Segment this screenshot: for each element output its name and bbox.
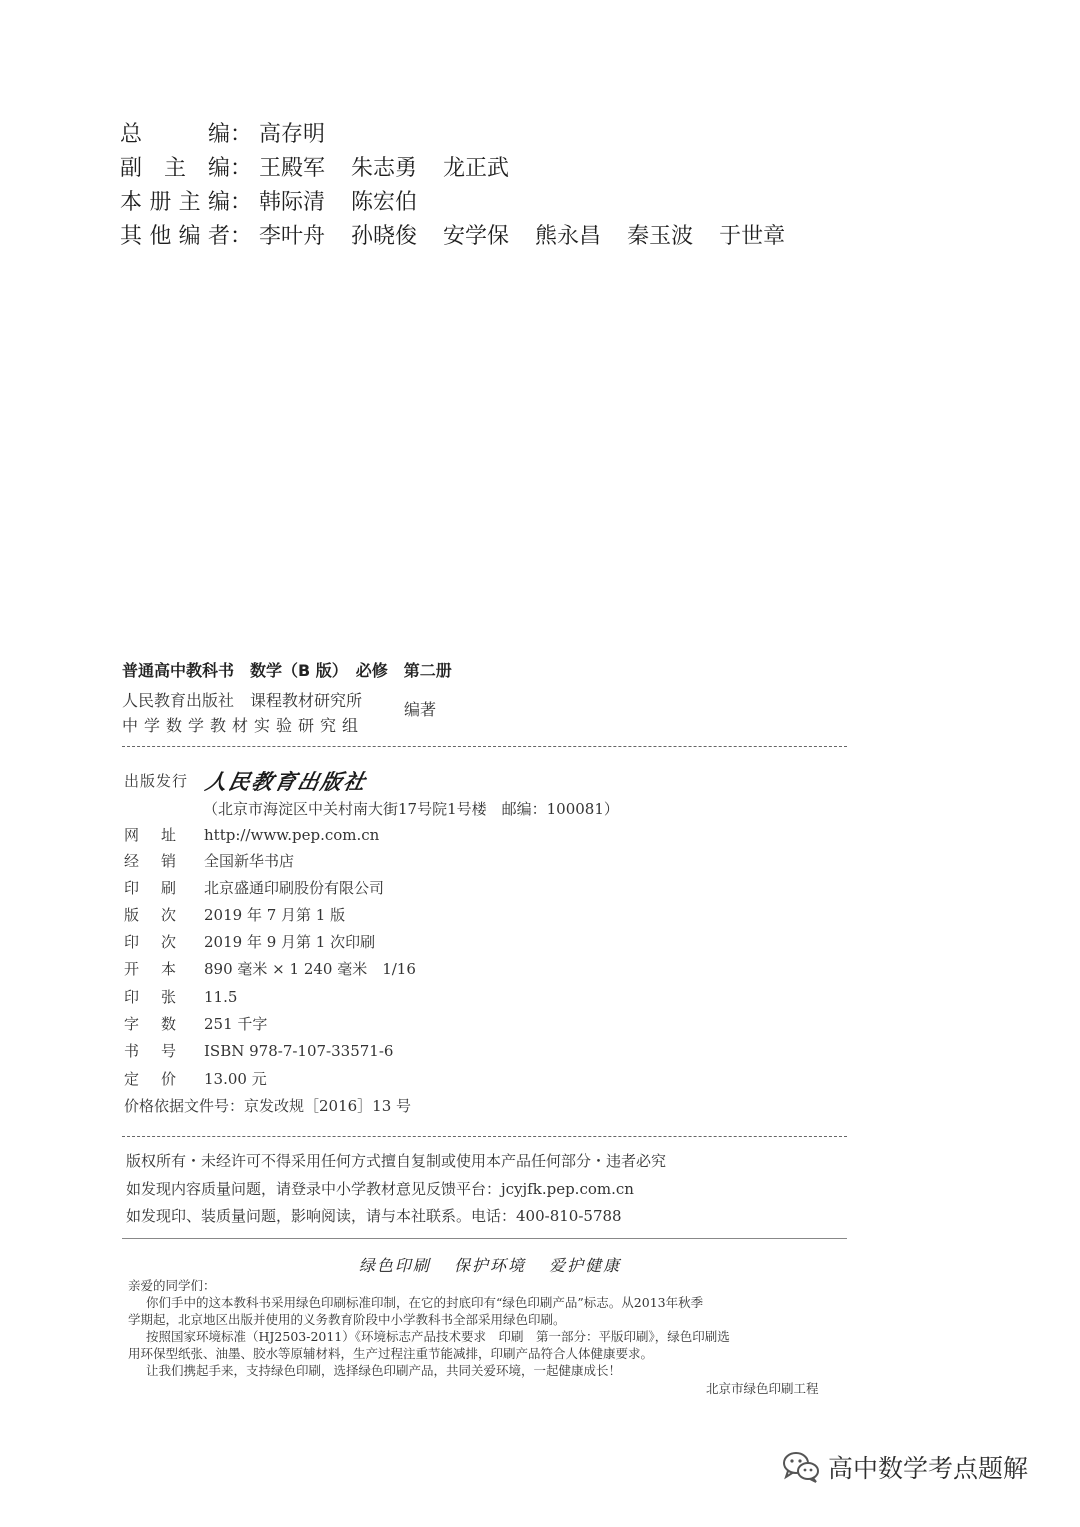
editor-label: 总编 xyxy=(120,122,230,147)
info-value: 2019 年 7 月第 1 版 xyxy=(204,906,346,924)
green-print-slogan xyxy=(0,1253,980,1276)
slogan: 绿色印刷 xyxy=(358,1256,431,1275)
editor-row-volume: 本册主编： 韩际清 陈宏伯 xyxy=(120,186,443,220)
print-issue-contact: 如发现印、装质量问题，影响阅读，请与本社联系。电话：400-810-5788 xyxy=(126,1207,622,1225)
editor-name: 龙正武 xyxy=(443,156,510,181)
publisher-logo: 人民教育出版社 xyxy=(203,769,370,794)
info-value: 2019 年 9 月第 1 次印刷 xyxy=(204,933,376,951)
info-row-sheets xyxy=(124,984,237,1010)
editor-name: 高存明 xyxy=(259,122,326,147)
wechat-icon xyxy=(782,1450,820,1484)
info-value: 北京盛通印刷股份有限公司 xyxy=(204,879,385,897)
green-print-signature: 北京市绿色印刷工程 xyxy=(706,1381,819,1396)
green-print-greeting: 亲爱的同学们： xyxy=(128,1278,216,1293)
copyright-notice: 版权所有・未经许可不得采用任何方式擅自复制或使用本产品任何部分・违者必究 xyxy=(126,1152,667,1170)
editor-name: 李叶舟 xyxy=(259,224,326,249)
price-basis: 价格依据文件号：京发改规［2016］13 号 xyxy=(124,1097,412,1115)
editor-label: 本册主编 xyxy=(120,190,230,215)
green-print-line: 用环保型纸张、油墨、胶水等原辅材料，生产过程注重节能减排，印刷产品符合人体健康要求。 xyxy=(128,1346,654,1361)
info-row-distributor xyxy=(124,848,294,874)
compiler-line-2: 中学数学教材实验研究组 xyxy=(122,716,365,735)
editor-label: 副主编 xyxy=(120,156,230,181)
editor-name: 孙晓俊 xyxy=(351,224,418,249)
watermark xyxy=(782,1447,1028,1487)
info-row-isbn xyxy=(124,1038,393,1064)
info-label: 开本 xyxy=(124,960,176,978)
editor-name: 陈宏伯 xyxy=(351,190,418,215)
slogan: 爱护健康 xyxy=(549,1256,622,1275)
info-value: 11.5 xyxy=(204,988,238,1006)
info-value: 全国新华书店 xyxy=(204,852,295,870)
info-label: 书号 xyxy=(124,1042,176,1060)
info-label: 网址 xyxy=(124,826,176,844)
divider xyxy=(122,1238,847,1239)
info-value: ISBN 978-7-107-33571-6 xyxy=(204,1042,394,1060)
info-label: 版次 xyxy=(124,906,176,924)
info-row-format xyxy=(124,956,416,982)
editor-row-chief: 总编： 高存明 xyxy=(120,118,351,152)
info-row-printing xyxy=(124,929,375,955)
info-row-wordcount xyxy=(124,1011,267,1037)
publisher-address: （北京市海淀区中关村南大街17号院1号楼 邮编：100081） xyxy=(203,800,619,818)
slogan: 保护环境 xyxy=(453,1256,526,1275)
editor-name: 朱志勇 xyxy=(351,156,418,181)
editor-name: 熊永昌 xyxy=(535,224,602,249)
info-label: 印刷 xyxy=(124,879,176,897)
info-row-price xyxy=(124,1066,267,1092)
quality-feedback: 如发现内容质量问题，请登录中小学教材意见反馈平台：jcyjfk.pep.com.cn xyxy=(126,1180,634,1198)
green-print-line: 你们手中的这本教科书采用绿色印刷标准印制，在它的封底印有“绿色印刷产品”标志。从2013年秋季 xyxy=(146,1295,704,1310)
info-row-edition xyxy=(124,902,345,928)
info-value: 251 千字 xyxy=(204,1015,268,1033)
watermark-text: 高中数学考点题解 xyxy=(828,1454,1029,1483)
editor-row-others: 其他编者： 李叶舟 孙晓俊 安学保 熊永昌 秦玉波 于世章 xyxy=(120,220,811,254)
editor-name: 韩际清 xyxy=(259,190,326,215)
info-value: 890 毫米 × 1 240 毫米 1/16 xyxy=(204,960,416,978)
divider xyxy=(122,746,847,747)
info-row-printer xyxy=(124,875,384,901)
info-value: 13.00 元 xyxy=(204,1070,267,1088)
editor-name: 于世章 xyxy=(719,224,786,249)
editor-name: 安学保 xyxy=(443,224,510,249)
info-label: 印张 xyxy=(124,988,176,1006)
info-label: 定价 xyxy=(124,1070,176,1088)
info-label: 经销 xyxy=(124,852,176,870)
editor-name: 王殿军 xyxy=(259,156,326,181)
editor-row-deputy: 副主编： 王殿军 朱志勇 龙正武 xyxy=(120,152,535,186)
compiler-line-1: 人民教育出版社 课程教材研究所 xyxy=(122,691,363,710)
green-print-line: 按照国家环境标准（HJ2503-2011）《环境标志产品技术要求 印刷 第一部分：平版印刷》，绿色印刷选 xyxy=(146,1329,730,1344)
compiler-role: 编著 xyxy=(404,700,437,719)
green-print-line: 让我们携起手来，支持绿色印刷，选择绿色印刷产品，共同关爱环境，一起健康成长！ xyxy=(146,1363,622,1378)
info-row-website xyxy=(124,822,379,848)
book-title: 普通高中教科书 数学（B 版） 必修 第二册 xyxy=(122,661,452,680)
divider xyxy=(122,1136,847,1137)
editor-label: 其他编者 xyxy=(120,224,230,249)
info-label: 字数 xyxy=(124,1015,176,1033)
info-label: 印次 xyxy=(124,933,176,951)
info-value: http://www.pep.com.cn xyxy=(204,826,380,844)
green-print-line: 学期起，北京地区出版并使用的义务教育阶段中小学教科书全部采用绿色印刷。 xyxy=(128,1312,566,1327)
editor-name: 秦玉波 xyxy=(627,224,694,249)
publisher-label: 出版发行 xyxy=(124,772,189,790)
